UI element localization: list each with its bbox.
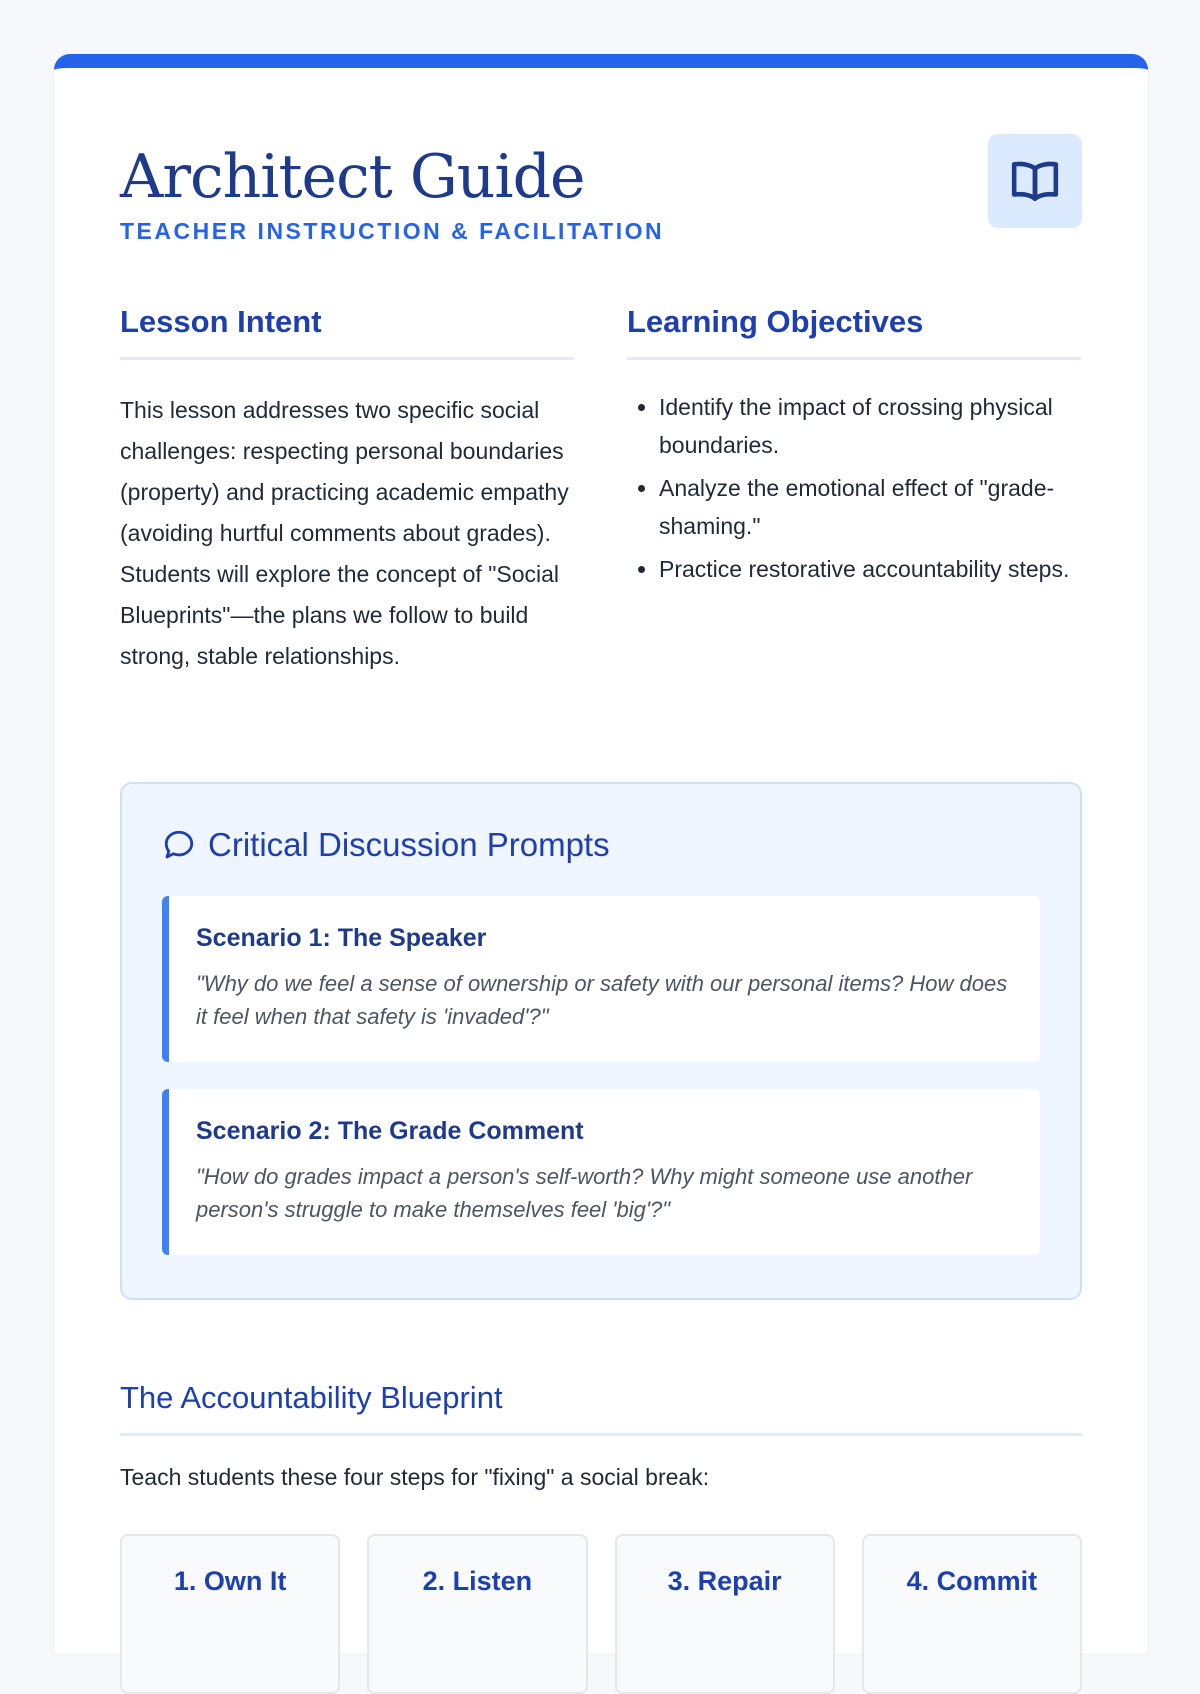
objective-item: • Analyze the emotional effect of "grade-shaming."	[659, 469, 1081, 545]
lesson-intent-heading: Lesson Intent	[120, 304, 574, 360]
learning-objectives-section	[627, 304, 1081, 593]
guide-card	[54, 54, 1148, 1654]
step-card: 3. Repair	[615, 1534, 835, 1694]
page-title: Architect Guide	[120, 142, 585, 212]
discussion-prompts-panel	[120, 782, 1082, 1300]
scenario-card	[162, 1089, 1040, 1255]
lesson-intent-text: This lesson addresses two specific social challenges: respecting personal boundaries (property) and practicing academic empathy (avoiding hurtful comments about grades). Students will explore the concept of "Social Blueprints"—the plans we follow to build strong, stable relationships.	[120, 397, 569, 669]
scenario-prompt: "Why do we feel a sense of ownership or safety with our personal items? How does it feel when that safety is 'invaded'?"	[196, 971, 1008, 1029]
book-icon-button	[988, 134, 1082, 228]
learning-objectives-heading: Learning Objectives	[627, 304, 1081, 360]
accountability-intro: Teach students these four steps for "fixing" a social break:	[120, 1464, 710, 1490]
chat-bubble-icon	[162, 828, 196, 862]
scenario-title: Scenario 1: The Speaker	[196, 924, 487, 952]
page-subtitle: TEACHER INSTRUCTION & FACILITATION	[120, 218, 665, 244]
accountability-steps	[120, 1534, 1082, 1694]
discussion-prompts-title: Critical Discussion Prompts	[208, 826, 610, 863]
discussion-prompts-header	[162, 826, 610, 864]
step-card: 1. Own It	[120, 1534, 340, 1694]
step-card: 4. Commit	[862, 1534, 1082, 1694]
accountability-heading: The Accountability Blueprint	[120, 1380, 1082, 1436]
objective-item: • Identify the impact of crossing physical boundaries.	[659, 388, 1081, 464]
step-card: 2. Listen	[367, 1534, 587, 1694]
scenario-title: Scenario 2: The Grade Comment	[196, 1117, 584, 1145]
lesson-intent-section	[120, 304, 574, 700]
book-open-icon	[1010, 158, 1060, 204]
objectives-list	[627, 388, 1081, 588]
scenario-prompt: "How do grades impact a person's self-worth? Why might someone use another person's struggle to make themselves feel 'big'?"	[196, 1164, 973, 1222]
scenario-card	[162, 896, 1040, 1062]
objective-item: • Practice restorative accountability steps.	[659, 550, 1081, 588]
